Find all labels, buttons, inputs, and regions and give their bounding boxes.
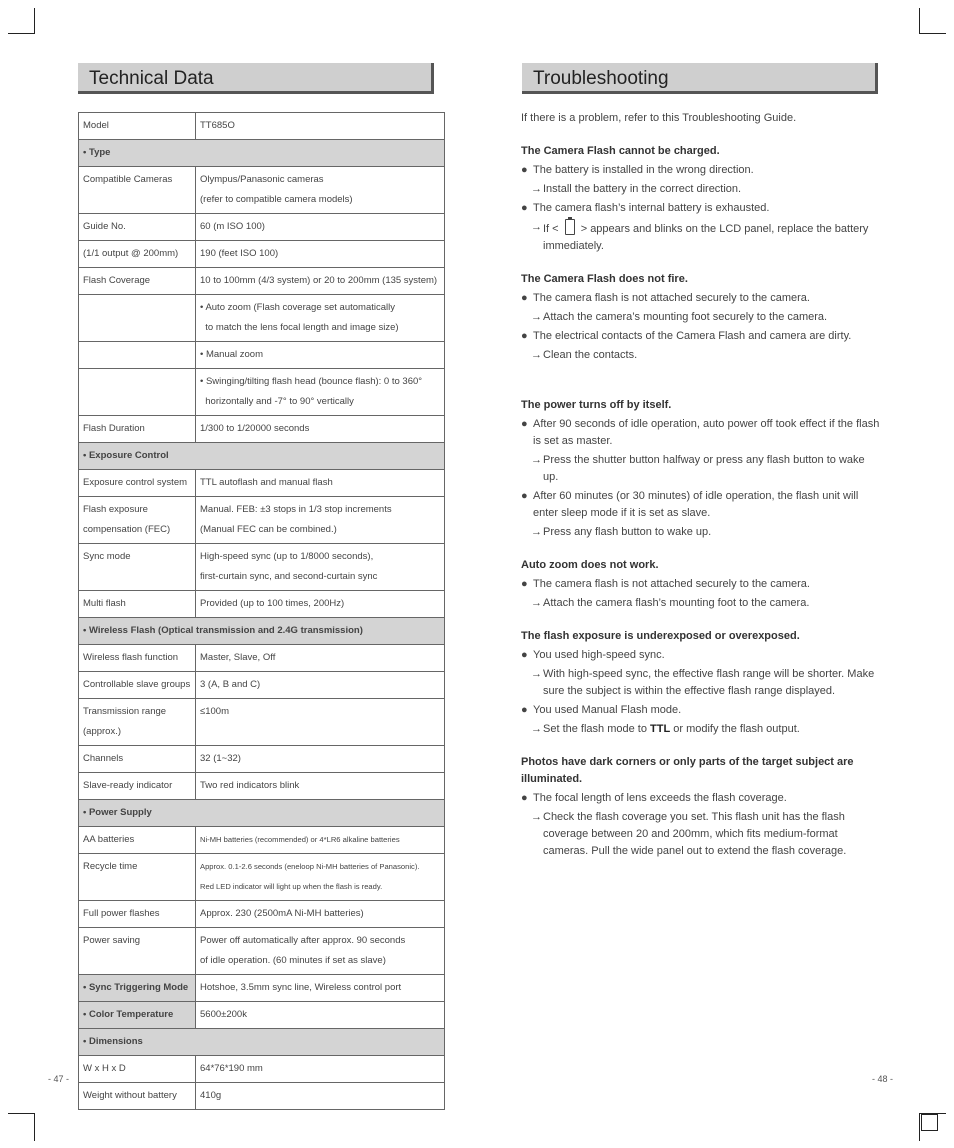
solution-item bbox=[521, 666, 881, 700]
problem-heading: The Camera Flash does not fire. bbox=[521, 273, 688, 285]
spec-row bbox=[79, 672, 445, 699]
spec-value: Master, Slave, Off bbox=[196, 645, 445, 672]
solution-item bbox=[521, 309, 881, 326]
solution-text: Attach the camera flash’s mounting foot to the camera. bbox=[543, 597, 810, 609]
bullet-icon: ● bbox=[521, 292, 528, 304]
crop-mark bbox=[8, 33, 34, 34]
cause-text: The electrical contacts of the Camera Flash and camera are dirty. bbox=[533, 330, 852, 342]
arrow-icon: → bbox=[531, 311, 542, 323]
spec-row bbox=[79, 975, 445, 1002]
spec-label: Guide No. bbox=[79, 214, 196, 241]
spec-label bbox=[79, 342, 196, 369]
spec-label: Full power flashes bbox=[79, 901, 196, 928]
arrow-icon: → bbox=[531, 349, 542, 361]
spec-row bbox=[79, 618, 445, 645]
spec-label: Slave-ready indicator bbox=[79, 773, 196, 800]
solution-text: If < > appears and blinks on the LCD panel, replace the battery immediately. bbox=[543, 219, 881, 255]
solution-text: Press any flash button to wake up. bbox=[543, 526, 712, 538]
spec-row bbox=[79, 443, 445, 470]
bullet-icon: ● bbox=[521, 202, 528, 214]
cause-item bbox=[521, 290, 881, 307]
crop-mark bbox=[920, 33, 946, 34]
arrow-icon: → bbox=[531, 811, 542, 823]
spec-row bbox=[79, 773, 445, 800]
solution-text: With high-speed sync, the effective flash range will be shorter. Make sure the subject is within the effective flash range displayed. bbox=[543, 668, 875, 697]
spec-value: 10 to 100mm (4/3 system) or 20 to 200mm (135 system) bbox=[196, 268, 445, 295]
troubleshooting-title: Troubleshooting bbox=[522, 63, 878, 94]
spec-label: • Color Temperature bbox=[79, 1002, 196, 1029]
spec-value: TT685O bbox=[196, 113, 445, 140]
spec-row bbox=[79, 544, 445, 591]
spec-value: Two red indicators blink bbox=[196, 773, 445, 800]
arrow-icon: → bbox=[531, 183, 542, 195]
spec-row bbox=[79, 167, 445, 214]
arrow-icon: → bbox=[531, 723, 542, 735]
troubleshooting-content bbox=[521, 110, 881, 860]
spec-value: Provided (up to 100 times, 200Hz) bbox=[196, 591, 445, 618]
spec-label: Power saving bbox=[79, 928, 196, 975]
spec-row bbox=[79, 1029, 445, 1056]
cause-item bbox=[521, 416, 881, 450]
spec-row bbox=[79, 497, 445, 544]
spec-row bbox=[79, 140, 445, 167]
crop-mark bbox=[8, 1113, 34, 1114]
cause-text: You used Manual Flash mode. bbox=[533, 704, 682, 716]
spec-row bbox=[79, 854, 445, 901]
cause-item bbox=[521, 790, 881, 807]
spec-label bbox=[79, 295, 196, 342]
page-number-left: - 47 - bbox=[48, 1074, 70, 1084]
spec-value: • Swinging/tilting flash head (bounce flash): 0 to 360° horizontally and -7° to 90° vertically bbox=[196, 369, 445, 416]
spec-label: Model bbox=[79, 113, 196, 140]
spec-row bbox=[79, 295, 445, 342]
spec-row bbox=[79, 1056, 445, 1083]
spec-label: Multi flash bbox=[79, 591, 196, 618]
arrow-icon: → bbox=[531, 221, 542, 233]
bullet-icon: ● bbox=[521, 704, 528, 716]
spec-value: ≤100m bbox=[196, 699, 445, 746]
spec-value: TTL autoflash and manual flash bbox=[196, 470, 445, 497]
page-number-right: - 48 - bbox=[872, 1074, 894, 1084]
spec-section-header: • Type bbox=[79, 140, 445, 167]
solution-item bbox=[521, 595, 881, 612]
cause-item bbox=[521, 647, 881, 664]
spec-label: W x H x D bbox=[79, 1056, 196, 1083]
spec-section-header: • Dimensions bbox=[79, 1029, 445, 1056]
arrow-icon: → bbox=[531, 597, 542, 609]
technical-data-title: Technical Data bbox=[78, 63, 434, 94]
spec-label: Channels bbox=[79, 746, 196, 773]
bullet-icon: ● bbox=[521, 418, 528, 430]
cause-item bbox=[521, 328, 881, 345]
intro-text: If there is a problem, refer to this Troubleshooting Guide. bbox=[521, 112, 797, 124]
solution-item bbox=[521, 452, 881, 486]
spec-row bbox=[79, 928, 445, 975]
cause-text: After 90 seconds of idle operation, auto power off took effect if the flash is set as master. bbox=[533, 418, 880, 447]
solution-text: Install the battery in the correct direction. bbox=[543, 183, 742, 195]
spec-label: Transmission range (approx.) bbox=[79, 699, 196, 746]
crop-mark bbox=[34, 8, 35, 34]
solution-item bbox=[521, 181, 881, 198]
problem-heading: The power turns off by itself. bbox=[521, 399, 672, 411]
bullet-icon: ● bbox=[521, 164, 528, 176]
spec-row bbox=[79, 1083, 445, 1110]
cause-item bbox=[521, 488, 881, 522]
crop-mark bbox=[34, 1113, 35, 1141]
spec-row bbox=[79, 369, 445, 416]
spec-value: Olympus/Panasonic cameras (refer to compatible camera models) bbox=[196, 167, 445, 214]
cause-item bbox=[521, 162, 881, 179]
spec-row bbox=[79, 214, 445, 241]
spec-row bbox=[79, 901, 445, 928]
spec-value: Ni-MH batteries (recommended) or 4*LR6 alkaline batteries bbox=[196, 827, 445, 854]
bullet-icon: ● bbox=[521, 330, 528, 342]
problem-heading: Photos have dark corners or only parts of the target subject are illuminated. bbox=[521, 756, 854, 785]
solution-text: Clean the contacts. bbox=[543, 349, 638, 361]
solution-item bbox=[521, 524, 881, 541]
spec-label bbox=[79, 369, 196, 416]
spec-label: Flash exposure compensation (FEC) bbox=[79, 497, 196, 544]
crop-mark bbox=[919, 8, 920, 34]
spec-label: Compatible Cameras bbox=[79, 167, 196, 214]
solution-item bbox=[521, 721, 881, 738]
spec-row bbox=[79, 699, 445, 746]
spec-value: 1/300 to 1/20000 seconds bbox=[196, 416, 445, 443]
spec-value: 5600±200k bbox=[196, 1002, 445, 1029]
spec-row bbox=[79, 645, 445, 672]
spec-label: Weight without battery bbox=[79, 1083, 196, 1110]
spec-value: High-speed sync (up to 1/8000 seconds), first-curtain sync, and second-curtain sync bbox=[196, 544, 445, 591]
arrow-icon: → bbox=[531, 454, 542, 466]
spec-section-header: • Power Supply bbox=[79, 800, 445, 827]
solution-text: Attach the camera’s mounting foot securely to the camera. bbox=[543, 311, 828, 323]
spec-row bbox=[79, 416, 445, 443]
spec-label: Controllable slave groups bbox=[79, 672, 196, 699]
spec-row bbox=[79, 268, 445, 295]
spec-label: (1/1 output @ 200mm) bbox=[79, 241, 196, 268]
spec-value: Power off automatically after approx. 90 seconds of idle operation. (60 minutes if set as slave) bbox=[196, 928, 445, 975]
solution-text: Set the flash mode to TTL or modify the flash output. bbox=[543, 723, 800, 735]
solution-item bbox=[521, 347, 881, 364]
bullet-icon: ● bbox=[521, 490, 528, 502]
spec-row bbox=[79, 241, 445, 268]
spec-value: • Manual zoom bbox=[196, 342, 445, 369]
spec-label: • Sync Triggering Mode bbox=[79, 975, 196, 1002]
spec-value: Hotshoe, 3.5mm sync line, Wireless control port bbox=[196, 975, 445, 1002]
spec-label: Exposure control system bbox=[79, 470, 196, 497]
spec-value: Approx. 0.1-2.6 seconds (eneloop Ni-MH batteries of Panasonic). Red LED indicator will light up when the flash is ready. bbox=[196, 854, 445, 901]
spec-label: Flash Duration bbox=[79, 416, 196, 443]
spec-value: Manual. FEB: ±3 stops in 1/3 stop increments (Manual FEC can be combined.) bbox=[196, 497, 445, 544]
cause-item bbox=[521, 702, 881, 719]
problem-heading: The Camera Flash cannot be charged. bbox=[521, 145, 720, 157]
spec-value: 32 (1~32) bbox=[196, 746, 445, 773]
spec-label: Flash Coverage bbox=[79, 268, 196, 295]
spec-value: 410g bbox=[196, 1083, 445, 1110]
solution-text: Check the flash coverage you set. This flash unit has the flash coverage between 20 and 200mm, which fits medium-format cameras. Pull the wide panel out to extend the flash coverage. bbox=[543, 811, 847, 857]
arrow-icon: → bbox=[531, 668, 542, 680]
battery-icon bbox=[565, 219, 575, 235]
spec-row bbox=[79, 800, 445, 827]
cause-text: You used high-speed sync. bbox=[533, 649, 665, 661]
cause-text: The camera flash is not attached securely to the camera. bbox=[533, 292, 810, 304]
bullet-icon: ● bbox=[521, 649, 528, 661]
spec-value: 64*76*190 mm bbox=[196, 1056, 445, 1083]
problem-heading: The flash exposure is underexposed or overexposed. bbox=[521, 630, 800, 642]
cause-item bbox=[521, 576, 881, 593]
spec-value: 3 (A, B and C) bbox=[196, 672, 445, 699]
spec-row bbox=[79, 342, 445, 369]
solution-text: Press the shutter button halfway or press any flash button to wake up. bbox=[543, 454, 865, 483]
cause-text: After 60 minutes (or 30 minutes) of idle operation, the flash unit will enter sleep mode if it is set as slave. bbox=[533, 490, 859, 519]
problem-heading: Auto zoom does not work. bbox=[521, 559, 659, 571]
spec-section-header: • Exposure Control bbox=[79, 443, 445, 470]
crop-mark bbox=[919, 1113, 920, 1141]
spec-label: Recycle time bbox=[79, 854, 196, 901]
spec-row bbox=[79, 1002, 445, 1029]
spec-value: Approx. 230 (2500mA Ni-MH batteries) bbox=[196, 901, 445, 928]
cause-item bbox=[521, 200, 881, 217]
cause-text: The camera flash’s internal battery is exhausted. bbox=[533, 202, 770, 214]
spec-value: 190 (feet ISO 100) bbox=[196, 241, 445, 268]
spec-row bbox=[79, 113, 445, 140]
spec-row bbox=[79, 827, 445, 854]
spec-row bbox=[79, 746, 445, 773]
cause-text: The battery is installed in the wrong direction. bbox=[533, 164, 754, 176]
spec-section-header: • Wireless Flash (Optical transmission and 2.4G transmission) bbox=[79, 618, 445, 645]
spec-value: • Auto zoom (Flash coverage set automatically to match the lens focal length and image size) bbox=[196, 295, 445, 342]
spec-label: AA batteries bbox=[79, 827, 196, 854]
solution-item bbox=[521, 219, 881, 255]
spec-label: Wireless flash function bbox=[79, 645, 196, 672]
bullet-icon: ● bbox=[521, 792, 528, 804]
registration-box bbox=[921, 1114, 938, 1131]
arrow-icon: → bbox=[531, 526, 542, 538]
cause-text: The camera flash is not attached securely to the camera. bbox=[533, 578, 810, 590]
spec-row bbox=[79, 591, 445, 618]
cause-text: The focal length of lens exceeds the flash coverage. bbox=[533, 792, 787, 804]
spec-label: Sync mode bbox=[79, 544, 196, 591]
spec-row bbox=[79, 470, 445, 497]
spec-table bbox=[78, 112, 445, 1110]
bullet-icon: ● bbox=[521, 578, 528, 590]
solution-item bbox=[521, 809, 881, 860]
spec-value: 60 (m ISO 100) bbox=[196, 214, 445, 241]
